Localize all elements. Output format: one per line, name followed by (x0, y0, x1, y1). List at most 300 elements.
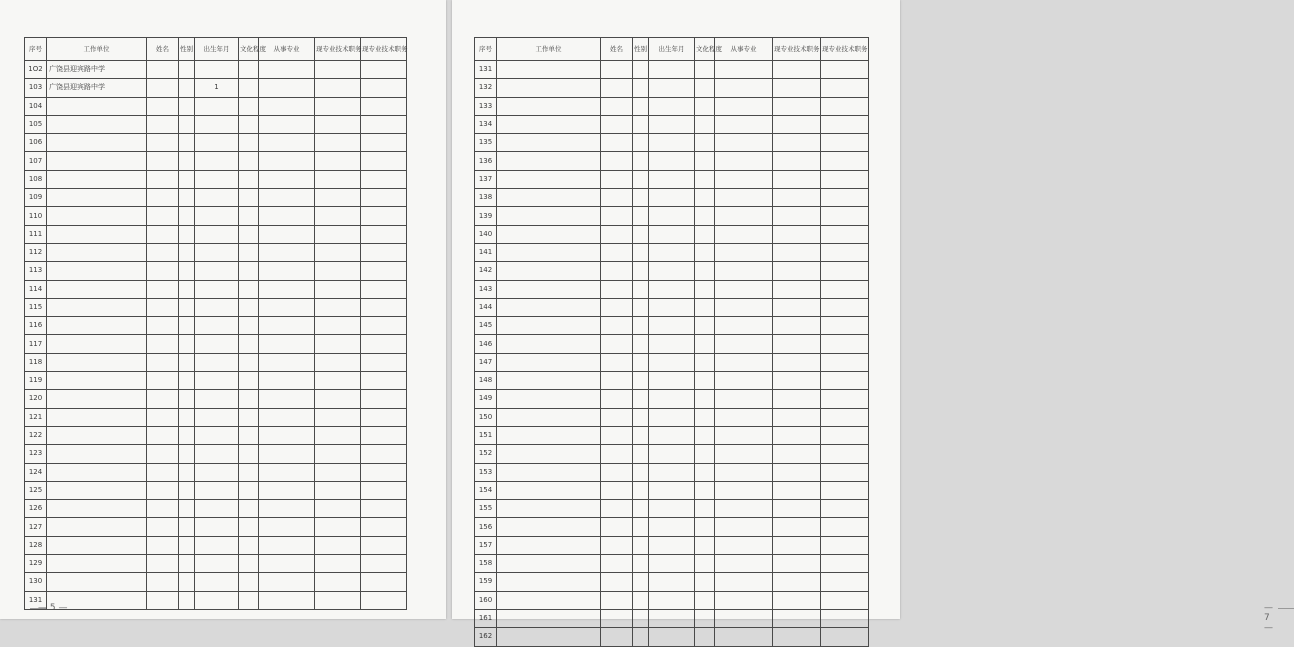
table-row (25, 134, 407, 152)
table-cell (821, 591, 869, 609)
table-cell (649, 481, 695, 499)
table-cell (715, 353, 773, 371)
table-cell (601, 536, 633, 554)
table-cell (259, 463, 315, 481)
table-cell (239, 372, 259, 390)
table-cell (633, 134, 649, 152)
table-cell (315, 335, 361, 353)
table-cell (315, 573, 361, 591)
table-cell (147, 445, 179, 463)
table-row (25, 317, 407, 335)
table-cell (239, 134, 259, 152)
table-cell (497, 189, 601, 207)
table-row (25, 372, 407, 390)
table-cell (315, 591, 361, 609)
table-cell (601, 243, 633, 261)
table-row (475, 555, 869, 573)
table-cell (259, 243, 315, 261)
table-cell (497, 298, 601, 316)
table-row (475, 335, 869, 353)
table-cell (633, 97, 649, 115)
table-cell (497, 61, 601, 79)
table-cell (315, 280, 361, 298)
table-cell (601, 372, 633, 390)
table-cell (239, 591, 259, 609)
table-cell (497, 317, 601, 335)
table-cell (195, 555, 239, 573)
table-row (25, 79, 407, 97)
table-cell (821, 262, 869, 280)
table-cell (315, 97, 361, 115)
table-cell (147, 152, 179, 170)
table-cell (179, 115, 195, 133)
table-cell (715, 115, 773, 133)
table-cell (259, 189, 315, 207)
table-row (475, 280, 869, 298)
table-cell (633, 481, 649, 499)
table-cell (821, 500, 869, 518)
table-cell (147, 134, 179, 152)
table-cell (715, 426, 773, 444)
table-cell (601, 609, 633, 627)
table-cell: 160 (475, 591, 497, 609)
header-education: 文化程度 (239, 38, 259, 61)
table-row (25, 426, 407, 444)
left-roster-body (25, 61, 407, 610)
table-cell (361, 79, 407, 97)
table-row (475, 408, 869, 426)
table-cell: 154 (475, 481, 497, 499)
table-cell (649, 152, 695, 170)
table-cell: 146 (475, 335, 497, 353)
table-cell (649, 500, 695, 518)
table-cell (47, 280, 147, 298)
table-cell (239, 79, 259, 97)
table-cell (315, 298, 361, 316)
table-cell (147, 591, 179, 609)
table-cell (361, 591, 407, 609)
table-cell (179, 426, 195, 444)
table-row (475, 134, 869, 152)
table-cell (239, 317, 259, 335)
table-cell: 106 (25, 134, 47, 152)
table-cell (47, 372, 147, 390)
table-cell (649, 353, 695, 371)
table-cell (773, 134, 821, 152)
left-roster-table (24, 37, 407, 610)
table-cell (195, 335, 239, 353)
table-cell (47, 189, 147, 207)
table-cell (195, 390, 239, 408)
table-cell: 110 (25, 207, 47, 225)
table-cell (195, 207, 239, 225)
table-cell (715, 262, 773, 280)
table-cell (601, 134, 633, 152)
table-cell (695, 134, 715, 152)
table-cell (47, 591, 147, 609)
table-cell (649, 207, 695, 225)
table-cell (361, 408, 407, 426)
table-cell: 1O2 (25, 61, 47, 79)
table-cell (821, 555, 869, 573)
table-cell (695, 170, 715, 188)
table-cell (715, 61, 773, 79)
table-cell: 133 (475, 97, 497, 115)
table-cell (715, 335, 773, 353)
table-cell (821, 518, 869, 536)
table-cell (821, 280, 869, 298)
table-cell (601, 390, 633, 408)
table-cell: 156 (475, 518, 497, 536)
table-cell (239, 518, 259, 536)
table-cell (239, 152, 259, 170)
table-cell (695, 573, 715, 591)
table-cell (259, 280, 315, 298)
table-cell (195, 152, 239, 170)
table-cell (361, 463, 407, 481)
table-cell (239, 280, 259, 298)
table-cell (239, 353, 259, 371)
table-cell (649, 243, 695, 261)
table-cell (773, 536, 821, 554)
table-cell (239, 189, 259, 207)
table-cell (361, 573, 407, 591)
table-cell (715, 97, 773, 115)
table-cell (649, 134, 695, 152)
table-cell (773, 280, 821, 298)
table-cell (497, 243, 601, 261)
table-cell: 122 (25, 426, 47, 444)
table-cell (633, 152, 649, 170)
table-cell (695, 555, 715, 573)
table-cell (195, 536, 239, 554)
table-cell (315, 170, 361, 188)
table-cell (715, 317, 773, 335)
table-cell: 137 (475, 170, 497, 188)
table-cell (239, 445, 259, 463)
table-cell (195, 61, 239, 79)
table-cell (259, 262, 315, 280)
table-cell (259, 298, 315, 316)
table-cell: 114 (25, 280, 47, 298)
table-cell (239, 481, 259, 499)
table-cell (649, 445, 695, 463)
table-cell (649, 518, 695, 536)
table-cell (361, 500, 407, 518)
table-cell (497, 555, 601, 573)
table-cell (147, 390, 179, 408)
table-cell (195, 372, 239, 390)
table-cell (259, 225, 315, 243)
table-cell (361, 298, 407, 316)
table-row (25, 225, 407, 243)
table-cell (773, 426, 821, 444)
table-cell (47, 134, 147, 152)
table-cell (649, 372, 695, 390)
table-cell (179, 280, 195, 298)
table-cell (497, 536, 601, 554)
table-cell (361, 262, 407, 280)
header-education: 文化程度 (695, 38, 715, 61)
table-cell (601, 335, 633, 353)
table-cell (239, 573, 259, 591)
table-cell (695, 97, 715, 115)
table-cell (259, 170, 315, 188)
table-row (475, 353, 869, 371)
table-cell (633, 353, 649, 371)
table-cell (497, 573, 601, 591)
table-cell: 151 (475, 426, 497, 444)
header-current-title: 现专业技术职务 (773, 38, 821, 61)
table-cell (601, 408, 633, 426)
table-cell (715, 518, 773, 536)
table-cell (497, 609, 601, 627)
table-cell (821, 298, 869, 316)
table-row (475, 298, 869, 316)
table-cell (147, 298, 179, 316)
table-cell (633, 463, 649, 481)
table-row (25, 61, 407, 79)
table-cell (695, 628, 715, 646)
table-cell (47, 463, 147, 481)
header-target-title: 现专业技术职务 (361, 38, 407, 61)
table-cell (47, 353, 147, 371)
table-cell (315, 61, 361, 79)
table-cell (649, 170, 695, 188)
table-cell (47, 225, 147, 243)
table-row (475, 317, 869, 335)
table-cell (695, 390, 715, 408)
table-cell (649, 335, 695, 353)
table-cell: 144 (475, 298, 497, 316)
table-cell (821, 243, 869, 261)
table-cell (649, 555, 695, 573)
table-cell (821, 115, 869, 133)
table-cell (715, 481, 773, 499)
table-cell (259, 317, 315, 335)
table-cell: 148 (475, 372, 497, 390)
table-cell (147, 353, 179, 371)
table-cell: 153 (475, 463, 497, 481)
table-cell (315, 115, 361, 133)
table-cell (361, 372, 407, 390)
table-cell (649, 390, 695, 408)
table-row (25, 170, 407, 188)
table-cell (179, 134, 195, 152)
header-birth: 出生年月 (649, 38, 695, 61)
table-cell (633, 317, 649, 335)
table-cell (315, 408, 361, 426)
table-cell (649, 115, 695, 133)
table-cell (361, 335, 407, 353)
table-cell (601, 555, 633, 573)
table-cell (715, 134, 773, 152)
table-cell (695, 445, 715, 463)
table-cell (497, 500, 601, 518)
table-row (25, 189, 407, 207)
table-cell (821, 79, 869, 97)
table-row (475, 170, 869, 188)
table-cell (773, 353, 821, 371)
table-cell (147, 207, 179, 225)
table-cell (633, 408, 649, 426)
table-row (25, 262, 407, 280)
table-cell (821, 372, 869, 390)
table-cell (821, 152, 869, 170)
table-cell: 134 (475, 115, 497, 133)
table-cell: 117 (25, 335, 47, 353)
table-cell (179, 262, 195, 280)
table-cell (497, 353, 601, 371)
table-cell (179, 170, 195, 188)
table-cell (497, 262, 601, 280)
table-cell (601, 481, 633, 499)
right-header-row (475, 38, 869, 61)
table-cell: 124 (25, 463, 47, 481)
table-cell (47, 518, 147, 536)
table-cell (633, 61, 649, 79)
table-cell (649, 463, 695, 481)
table-cell (47, 243, 147, 261)
table-cell (821, 573, 869, 591)
table-row (475, 591, 869, 609)
table-cell (649, 79, 695, 97)
header-name: 姓名 (601, 38, 633, 61)
table-cell (601, 500, 633, 518)
table-cell (179, 97, 195, 115)
table-cell (315, 225, 361, 243)
table-cell (649, 609, 695, 627)
table-cell (601, 353, 633, 371)
table-cell (649, 298, 695, 316)
table-cell (259, 573, 315, 591)
table-cell (821, 390, 869, 408)
table-cell (821, 463, 869, 481)
table-cell (773, 609, 821, 627)
table-cell (179, 243, 195, 261)
table-cell (179, 353, 195, 371)
table-row (25, 591, 407, 609)
table-cell (773, 573, 821, 591)
table-cell (695, 79, 715, 97)
table-cell (821, 61, 869, 79)
table-cell (601, 628, 633, 646)
table-row (25, 518, 407, 536)
table-cell (633, 573, 649, 591)
table-cell: 广饶县迎宾路中学 (47, 79, 147, 97)
table-cell (239, 335, 259, 353)
table-cell: 107 (25, 152, 47, 170)
table-cell (147, 170, 179, 188)
table-row (25, 555, 407, 573)
table-cell (773, 518, 821, 536)
table-cell (239, 243, 259, 261)
table-cell (715, 536, 773, 554)
table-cell (633, 170, 649, 188)
table-cell (147, 481, 179, 499)
table-cell: 120 (25, 390, 47, 408)
table-cell (147, 225, 179, 243)
table-cell (361, 207, 407, 225)
table-cell (715, 390, 773, 408)
table-cell: 103 (25, 79, 47, 97)
table-row (475, 115, 869, 133)
table-cell (695, 372, 715, 390)
table-cell (47, 115, 147, 133)
table-cell: 140 (475, 225, 497, 243)
table-cell (361, 317, 407, 335)
table-cell (47, 170, 147, 188)
table-cell (773, 243, 821, 261)
table-row (25, 463, 407, 481)
table-cell (47, 298, 147, 316)
table-cell (649, 189, 695, 207)
table-cell (147, 555, 179, 573)
table-cell: 155 (475, 500, 497, 518)
table-cell (601, 426, 633, 444)
table-cell (773, 372, 821, 390)
right-footer-rule (1278, 608, 1294, 609)
table-cell (633, 628, 649, 646)
table-row (475, 390, 869, 408)
table-row (25, 335, 407, 353)
table-cell (315, 134, 361, 152)
table-cell (821, 426, 869, 444)
table-cell (361, 225, 407, 243)
table-cell (239, 408, 259, 426)
table-cell (361, 243, 407, 261)
table-cell (695, 243, 715, 261)
table-cell (361, 536, 407, 554)
table-cell (147, 408, 179, 426)
table-cell (695, 189, 715, 207)
table-cell (147, 500, 179, 518)
table-cell (195, 463, 239, 481)
table-cell (315, 152, 361, 170)
table-cell (195, 280, 239, 298)
table-cell (715, 408, 773, 426)
table-cell (821, 445, 869, 463)
table-cell (315, 445, 361, 463)
table-cell (361, 518, 407, 536)
table-cell (47, 408, 147, 426)
table-row (475, 61, 869, 79)
table-row (475, 262, 869, 280)
table-cell (601, 591, 633, 609)
table-row (25, 280, 407, 298)
table-row (475, 518, 869, 536)
table-cell (601, 463, 633, 481)
table-cell (633, 609, 649, 627)
table-cell (315, 243, 361, 261)
table-cell (315, 317, 361, 335)
table-cell: 128 (25, 536, 47, 554)
table-cell (497, 134, 601, 152)
table-cell (649, 317, 695, 335)
table-cell (633, 591, 649, 609)
table-cell (695, 152, 715, 170)
table-cell (715, 152, 773, 170)
table-cell (147, 372, 179, 390)
table-cell (239, 170, 259, 188)
table-cell (315, 426, 361, 444)
table-cell (315, 390, 361, 408)
table-cell (497, 518, 601, 536)
table-cell (239, 207, 259, 225)
table-cell (821, 335, 869, 353)
table-cell (47, 536, 147, 554)
table-cell (147, 518, 179, 536)
